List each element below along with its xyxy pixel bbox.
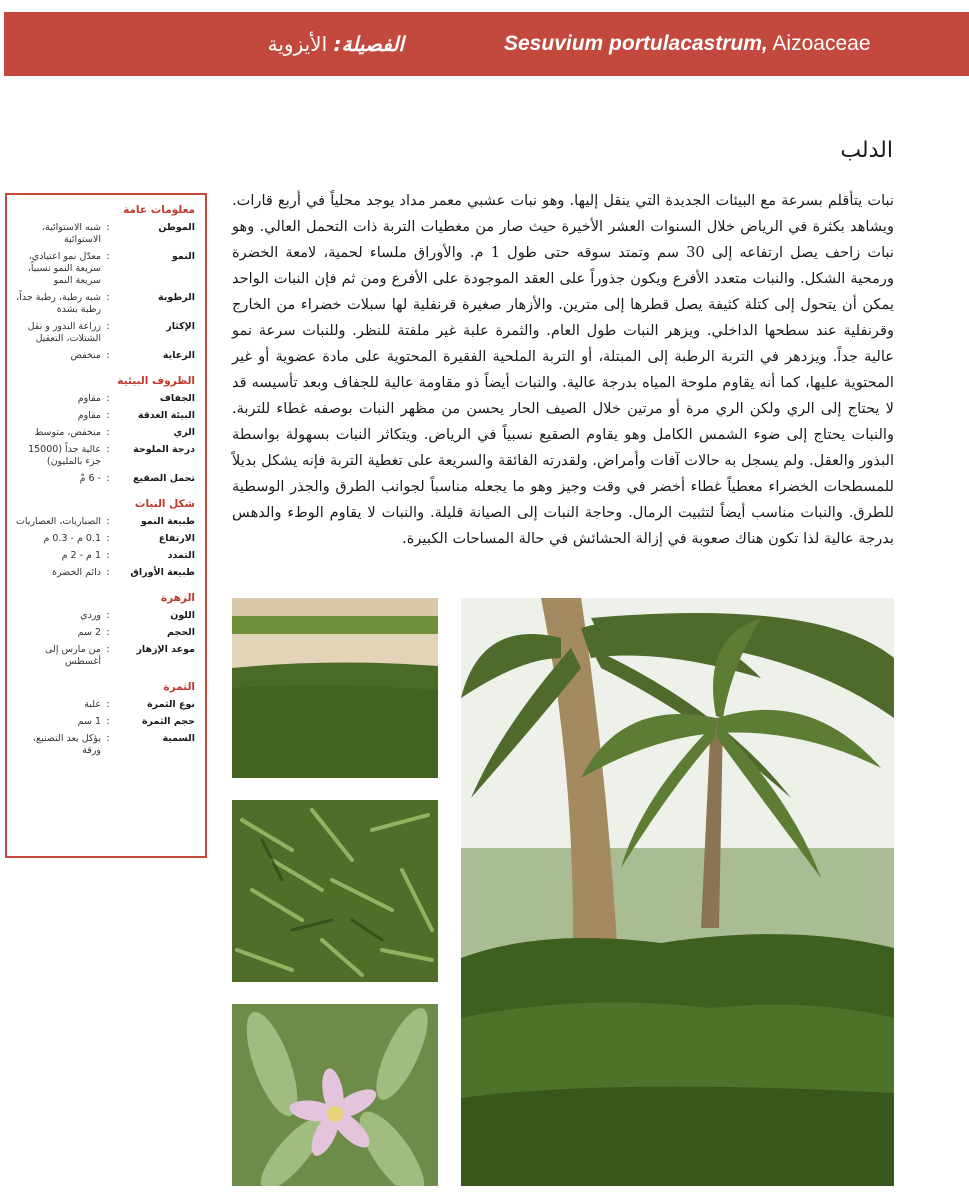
info-value: دائم الخضرة <box>52 567 101 578</box>
sidebar-section-title: الظروف البيئية <box>117 375 195 387</box>
sidebar-section <box>15 204 195 362</box>
info-colon: : <box>106 627 110 638</box>
page-title: الدلب <box>840 138 893 163</box>
family-label: الفصيلة: <box>333 32 404 56</box>
sidebar-section-title: الزهرة <box>160 592 195 604</box>
family-value: الأيزوية <box>267 32 334 56</box>
info-colon: : <box>106 516 110 527</box>
info-value: 1 سم <box>77 716 101 727</box>
info-colon: : <box>106 393 110 404</box>
info-value: منخفض، متوسط <box>34 427 101 438</box>
info-value: مقاوم <box>77 393 101 404</box>
info-value: معدّل نمو اعتيادي، سريعة النمو نسبياً، سريعة النمو <box>27 251 101 286</box>
info-colon: : <box>106 716 110 727</box>
sidebar-section-title: معلومات عامة <box>123 204 195 216</box>
info-row <box>15 251 195 287</box>
info-value: من مارس إلى أغسطس <box>45 644 101 667</box>
info-value: 0.1 م - 0.3 م <box>43 533 101 544</box>
info-colon: : <box>106 644 110 655</box>
info-colon: : <box>106 699 110 710</box>
info-row <box>15 610 195 622</box>
info-colon: : <box>106 321 110 332</box>
info-value: زراعة البذور و نقل الشتلات، التعقيل <box>27 321 101 344</box>
info-value: منخفض <box>70 350 101 361</box>
info-row <box>15 350 195 362</box>
info-row <box>15 444 195 468</box>
info-key: طبيعة الأوراق <box>130 567 195 578</box>
info-colon: : <box>106 550 110 561</box>
sidebar-section-title: شكل النبات <box>134 498 195 510</box>
info-value: - 6 مْ <box>79 473 101 484</box>
info-colon: : <box>106 251 110 262</box>
info-key: الإكثار <box>166 321 195 332</box>
page-header <box>4 12 969 76</box>
info-value: شبه الاستوائية، الاستوائية <box>41 222 101 245</box>
info-key: الموطن <box>158 222 195 233</box>
info-sidebar <box>5 193 207 858</box>
photo-leaves-closeup <box>232 800 438 982</box>
species-name <box>504 12 871 76</box>
latin-name: Sesuvium portulacastrum, <box>504 32 768 55</box>
info-row <box>15 550 195 562</box>
info-key: طبيعة النمو <box>140 516 195 527</box>
info-row <box>15 627 195 639</box>
info-row <box>15 516 195 528</box>
info-row <box>15 410 195 422</box>
info-value: شبه رطبة، رطبة جداً، رطبة بشدة <box>16 292 101 315</box>
info-row <box>15 733 195 757</box>
info-key: الرطوبة <box>158 292 195 303</box>
info-value: عالية جداً (15000 جزء بالمليون) <box>28 444 101 467</box>
info-key: البيئة الغدقة <box>137 410 195 421</box>
info-row <box>15 533 195 545</box>
photo-pink-flower <box>232 1004 438 1186</box>
info-value: الصباريات، العصاريات <box>15 516 101 527</box>
info-row <box>15 222 195 246</box>
info-key: النمو <box>171 251 195 262</box>
info-colon: : <box>106 427 110 438</box>
info-value: مقاوم <box>77 410 101 421</box>
info-colon: : <box>106 350 110 361</box>
info-colon: : <box>106 610 110 621</box>
info-colon: : <box>106 222 110 233</box>
info-value: 2 سم <box>77 627 101 638</box>
info-key: الري <box>173 427 195 438</box>
info-key: التمدد <box>167 550 195 561</box>
family-latin: Aizoaceae <box>767 32 871 55</box>
info-key: الجفاف <box>159 393 195 404</box>
info-row <box>15 393 195 405</box>
info-row <box>15 567 195 579</box>
family-arabic <box>204 12 404 76</box>
sidebar-section <box>15 592 195 668</box>
info-colon: : <box>106 733 110 744</box>
info-colon: : <box>106 567 110 578</box>
info-row <box>15 644 195 668</box>
info-key: الارتفاع <box>158 533 195 544</box>
info-value: وردي <box>80 610 101 621</box>
info-row <box>15 473 195 485</box>
info-key: درجة الملوحة <box>133 444 195 455</box>
info-key: الرعاية <box>162 350 195 361</box>
sidebar-section <box>15 681 195 757</box>
sidebar-section-title: الثمرة <box>163 681 195 693</box>
info-key: موعد الإزهار <box>136 644 195 655</box>
info-colon: : <box>106 473 110 484</box>
photo-palm-hedge <box>461 598 894 1186</box>
info-key: اللون <box>170 610 195 621</box>
info-colon: : <box>106 410 110 421</box>
info-value: علبة <box>84 699 101 710</box>
info-key: حجم الثمرة <box>141 716 195 727</box>
sidebar-section <box>15 498 195 579</box>
info-key: نوع الثمرة <box>147 699 195 710</box>
description-paragraph: نبات يتأقلم بسرعة مع البيئات الجديدة التي ينقل إليها. وهو نبات عشبي معمر مداد يوجد محلياً في أربع قارات. ويشاهد بكثرة في الرياض خلال السنوات العشر الأخيرة حيث صار من مغطيات التربة ذات التحمل العالي. وهو نبات زاحف يصل ارتفاعه إلى 30 سم وتمتد سوقه حتى طول 1 م. والأوراق ملساء لحمية، لامعة الخضرة ورمحية الشكل. والنبات متعدد الأفرع ويكون جذوراً على العقد الموجودة على الأفرع ومن ثم فإن النبات الواحد يمكن أن يتحول إلى كتلة كثيفة يصل قطرها إلى مترين. والأزهار صغيرة قرنفلية لها سبلات خضراء من الخارج وقرنفلية عند سطحها الداخلي. ويزهر النبات طول العام. والثمرة علبة غير ملفتة للنظر. وللنبات سرعة نمو عالية جداً. ويزدهر في التربة الرطبة إلى المبتلة، أو التربة الملحية الفقيرة المحتوية على مادة عضوية أو غير المحتوية عليها، كما أنه يقاوم ملوحة المياه بدرجة عالية. والنبات أيضاً ذو مقاومة عالية للجفاف وبعد تأسيسه قد لا يحتاج إلى الري ولكن الري مرة أو مرتين خلال الصيف الحار يحسن من مظهر النبات بوصفه غطاء للتربة. والنبات يحتاج إلى ضوء الشمس الكامل وهو يقاوم الصقيع نسبياً في الرياض. ويتكاثر النبات بسهولة بواسطة البذور والعقل. ولم يسجل به حالات آفات وأمراض. ولقدرته الفائقة والسريعة على تغطية التربة فإنه يشكل بديلاً للمسطحات الخضراء معطياً غطاء أخضر في وقت وجيز وهو ما يجعله مناسباً لجوانب الطرق والجذر الوسطية للطرق. والنبات مناسب أيضاً لتثبيت الرمال. وحاجة النبات إلى الصيانة قليلة. والنبات لا يقاوم الوطء والدهس بدرجة عالية لذا تكون هناك صعوبة في إزالة الحشائش في حالة المساحات الكبيرة. <box>232 192 894 547</box>
info-colon: : <box>106 533 110 544</box>
sidebar-section <box>15 375 195 485</box>
info-row <box>15 716 195 728</box>
info-value: يؤكل بعد التصنيع، ورقة <box>32 733 101 756</box>
info-key: السمية <box>162 733 195 744</box>
info-key: تحمل الصقيع <box>133 473 195 484</box>
info-value: 1 م - 2 م <box>61 550 101 561</box>
info-key: الحجم <box>167 627 195 638</box>
info-row <box>15 427 195 439</box>
info-row <box>15 699 195 711</box>
info-colon: : <box>106 292 110 303</box>
info-row <box>15 292 195 316</box>
info-row <box>15 321 195 345</box>
info-colon: : <box>106 444 110 455</box>
photo-groundcover-roadside <box>232 598 438 778</box>
